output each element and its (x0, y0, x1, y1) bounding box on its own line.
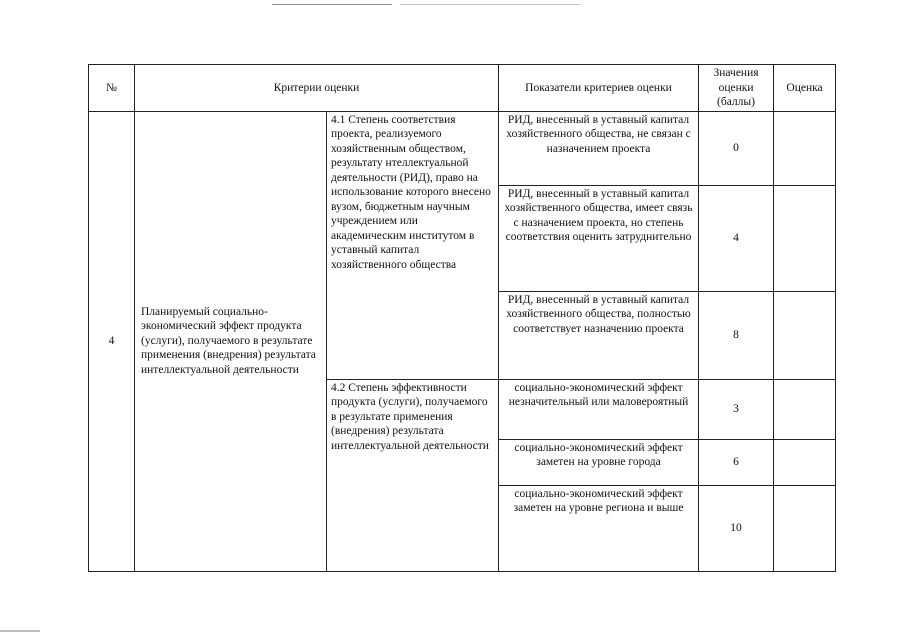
scan-artifact-line (272, 4, 392, 5)
score-cell[interactable] (774, 291, 836, 379)
subcriterion-4-2: 4.2 Степень эффективности продукта (услуги), получаемого в результате применения (внедрения) результата интеллектуальной деятельности (327, 379, 499, 571)
indicator-cell: социально-экономический эффект заметен на уровне региона и выше (499, 485, 699, 571)
value-cell: 8 (699, 291, 774, 379)
score-cell[interactable] (774, 439, 836, 485)
value-cell: 6 (699, 439, 774, 485)
value-cell: 0 (699, 111, 774, 185)
header-criteria: Критерии оценки (135, 65, 499, 112)
criteria-table (88, 64, 836, 572)
subcriterion-4-1: 4.1 Степень соответствия проекта, реализуемого хозяйственным обществом, результату нтеллектуальной деятельности (РИД), право на использование которого внесено вузом, бюджетным научным учреждением или академическим институтом в уставный капитал хозяйственного общества (327, 111, 499, 379)
value-cell: 3 (699, 379, 774, 439)
header-indicators: Показатели критериев оценки (499, 65, 699, 112)
value-cell: 4 (699, 185, 774, 291)
indicator-cell: РИД, внесенный в уставный капитал хозяйственного общества, не связан с назначением проекта (499, 111, 699, 185)
scan-artifact-line (400, 4, 580, 5)
header-score: Оценка (774, 65, 836, 112)
indicator-cell: социально-экономический эффект незначительный или маловероятный (499, 379, 699, 439)
header-num: № (89, 65, 135, 112)
criterion-text: Планируемый социально-экономический эффект продукта (услуги), получаемого в результате применения (внедрения) результата интеллектуальной деятельности (135, 111, 327, 571)
score-cell[interactable] (774, 379, 836, 439)
scan-artifact-mark (0, 630, 40, 632)
indicator-cell: социально-экономический эффект заметен на уровне города (499, 439, 699, 485)
table-row (89, 111, 836, 185)
row-number: 4 (89, 111, 135, 571)
indicator-cell: РИД, внесенный в уставный капитал хозяйственного общества, полностью соответствует назначению проекта (499, 291, 699, 379)
score-cell[interactable] (774, 185, 836, 291)
header-values: Значения оценки (баллы) (699, 65, 774, 112)
table-header-row (89, 65, 836, 112)
indicator-cell: РИД, внесенный в уставный капитал хозяйственного общества, имеет связь с назначением проекта, но степень соответствия оценить затруднительно (499, 185, 699, 291)
value-cell: 10 (699, 485, 774, 571)
score-cell[interactable] (774, 485, 836, 571)
score-cell[interactable] (774, 111, 836, 185)
